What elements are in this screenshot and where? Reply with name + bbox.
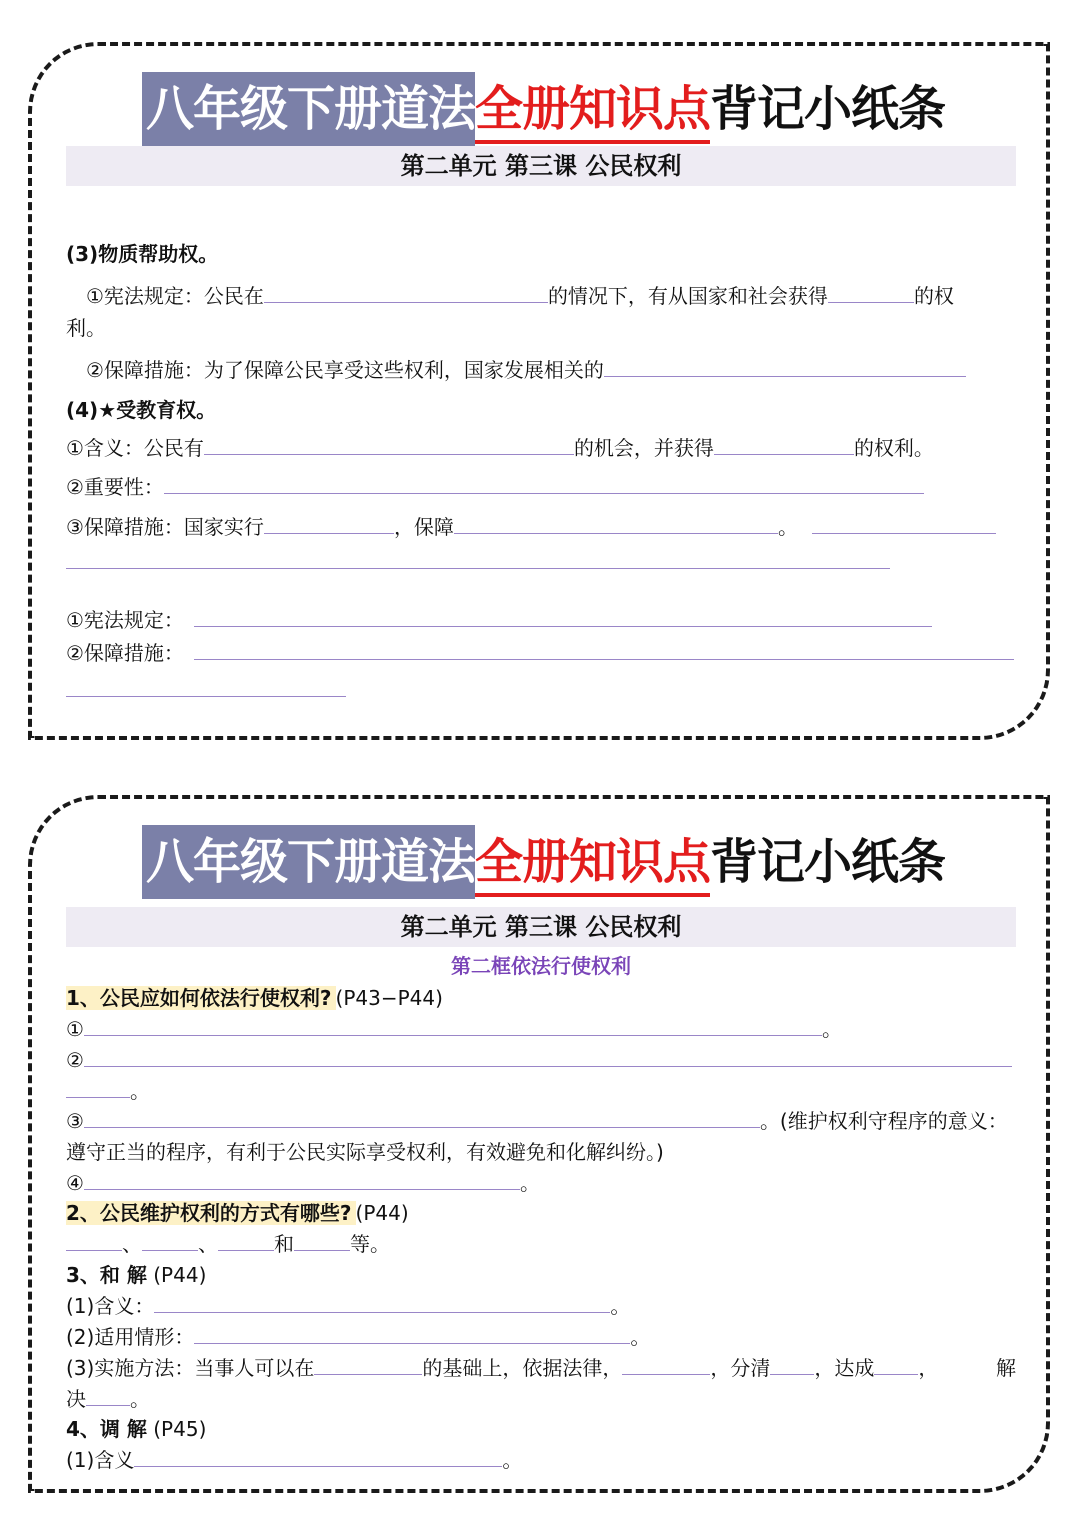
fill-blank[interactable] bbox=[294, 1230, 350, 1251]
fill-blank[interactable] bbox=[314, 1354, 422, 1375]
fill-blank[interactable] bbox=[770, 1354, 814, 1375]
fill-blank[interactable] bbox=[218, 1230, 274, 1251]
fill-blank[interactable] bbox=[204, 434, 574, 455]
fill-blank[interactable] bbox=[66, 1077, 130, 1098]
unit-banner: 第二单元 第三课 公民权利 bbox=[66, 907, 1016, 947]
fill-blank[interactable] bbox=[164, 473, 924, 494]
q1-answer-3: ③ 。(维护权利守程序的意义： bbox=[66, 1109, 1008, 1133]
note-card-top bbox=[28, 42, 1050, 740]
section-subtitle: 第二框依法行使权利 bbox=[451, 954, 631, 978]
q4-answer-1: (1)含义 。 bbox=[66, 1448, 523, 1472]
page-title bbox=[142, 72, 945, 146]
fill-blank[interactable] bbox=[154, 1292, 610, 1313]
fill-blank[interactable] bbox=[194, 1323, 630, 1344]
title-grade: 八年级下册道法 bbox=[142, 825, 475, 899]
material-aid-line-1: ①宪法规定：公民在 的情况下，有从国家和社会获得 的权 bbox=[86, 284, 954, 308]
q1-answer-2-cont: 。 bbox=[66, 1077, 150, 1105]
education-line-1: ①含义：公民有 的机会，并获得 的权利。 bbox=[66, 436, 934, 460]
material-aid-line-1-cont: 利。 bbox=[66, 316, 106, 340]
question-1: 1、公民应如何依法行使权利? (P43−P44) bbox=[66, 986, 443, 1010]
title-suffix: 背记小纸条 bbox=[710, 81, 946, 137]
q1-answer-1: ① 。 bbox=[66, 1017, 842, 1041]
fill-blank[interactable] bbox=[66, 1230, 122, 1251]
fill-blank[interactable] bbox=[604, 356, 966, 377]
title-suffix: 背记小纸条 bbox=[710, 834, 946, 890]
extra-line-2: ②保障措施： bbox=[66, 639, 1014, 667]
q3-answer-3: (3)实施方法：当事人可以在 的基础上，依据法律， ，分清 ，达成 ， 解 bbox=[66, 1356, 1016, 1380]
fill-blank[interactable] bbox=[134, 1446, 502, 1467]
fill-blank[interactable] bbox=[622, 1354, 710, 1375]
fill-blank[interactable] bbox=[714, 434, 854, 455]
fill-blank[interactable] bbox=[84, 1169, 520, 1190]
fill-blank[interactable] bbox=[812, 513, 996, 534]
q1-answer-2: ② bbox=[66, 1046, 1012, 1074]
fill-blank[interactable] bbox=[454, 513, 778, 534]
material-aid-heading: (3)物质帮助权。 bbox=[66, 242, 219, 266]
q1-answer-4: ④ 。 bbox=[66, 1171, 540, 1195]
note-card-bottom bbox=[28, 795, 1050, 1493]
unit-banner: 第二单元 第三课 公民权利 bbox=[66, 146, 1016, 186]
fill-blank[interactable] bbox=[84, 1107, 760, 1128]
q3-answer-3-cont: 决 。 bbox=[66, 1387, 150, 1411]
fill-blank[interactable] bbox=[828, 282, 914, 303]
education-heading: (4)★受教育权。 bbox=[66, 398, 217, 422]
q3-answer-2: (2)适用情形： 。 bbox=[66, 1325, 651, 1349]
fill-blank[interactable] bbox=[84, 1015, 822, 1036]
answer-rule[interactable] bbox=[66, 696, 346, 697]
question-3: 3、和 解 (P44) bbox=[66, 1263, 207, 1287]
title-grade: 八年级下册道法 bbox=[142, 72, 475, 146]
title-highlight: 全册知识点 bbox=[475, 825, 710, 897]
fill-blank[interactable] bbox=[874, 1354, 918, 1375]
title-highlight: 全册知识点 bbox=[475, 72, 710, 144]
fill-blank[interactable] bbox=[264, 282, 548, 303]
material-aid-line-2: ②保障措施：为了保障公民享受这些权利，国家发展相关的 bbox=[66, 356, 966, 384]
fill-blank[interactable] bbox=[194, 606, 932, 627]
question-2: 2、公民维护权利的方式有哪些? (P44) bbox=[66, 1201, 409, 1225]
fill-blank[interactable] bbox=[194, 639, 1014, 660]
education-line-2: ②重要性： bbox=[66, 473, 924, 501]
fill-blank[interactable] bbox=[84, 1046, 1012, 1067]
fill-blank[interactable] bbox=[86, 1385, 130, 1406]
fill-blank[interactable] bbox=[142, 1230, 198, 1251]
q1-answer-3-note: 遵守正当的程序，有利于公民实际享受权利，有效避免和化解纠纷。) bbox=[66, 1140, 664, 1164]
extra-line-1: ①宪法规定： bbox=[66, 606, 932, 634]
fill-blank[interactable] bbox=[264, 513, 394, 534]
page-title bbox=[142, 825, 945, 899]
q3-answer-1: (1)含义： 。 bbox=[66, 1294, 631, 1318]
education-line-3: ③保障措施：国家实行 ，保障 。 bbox=[66, 513, 996, 541]
q2-answer: 、 、 和 等。 bbox=[66, 1230, 390, 1258]
answer-rule[interactable] bbox=[66, 568, 890, 569]
question-4: 4、调 解 (P45) bbox=[66, 1417, 207, 1441]
